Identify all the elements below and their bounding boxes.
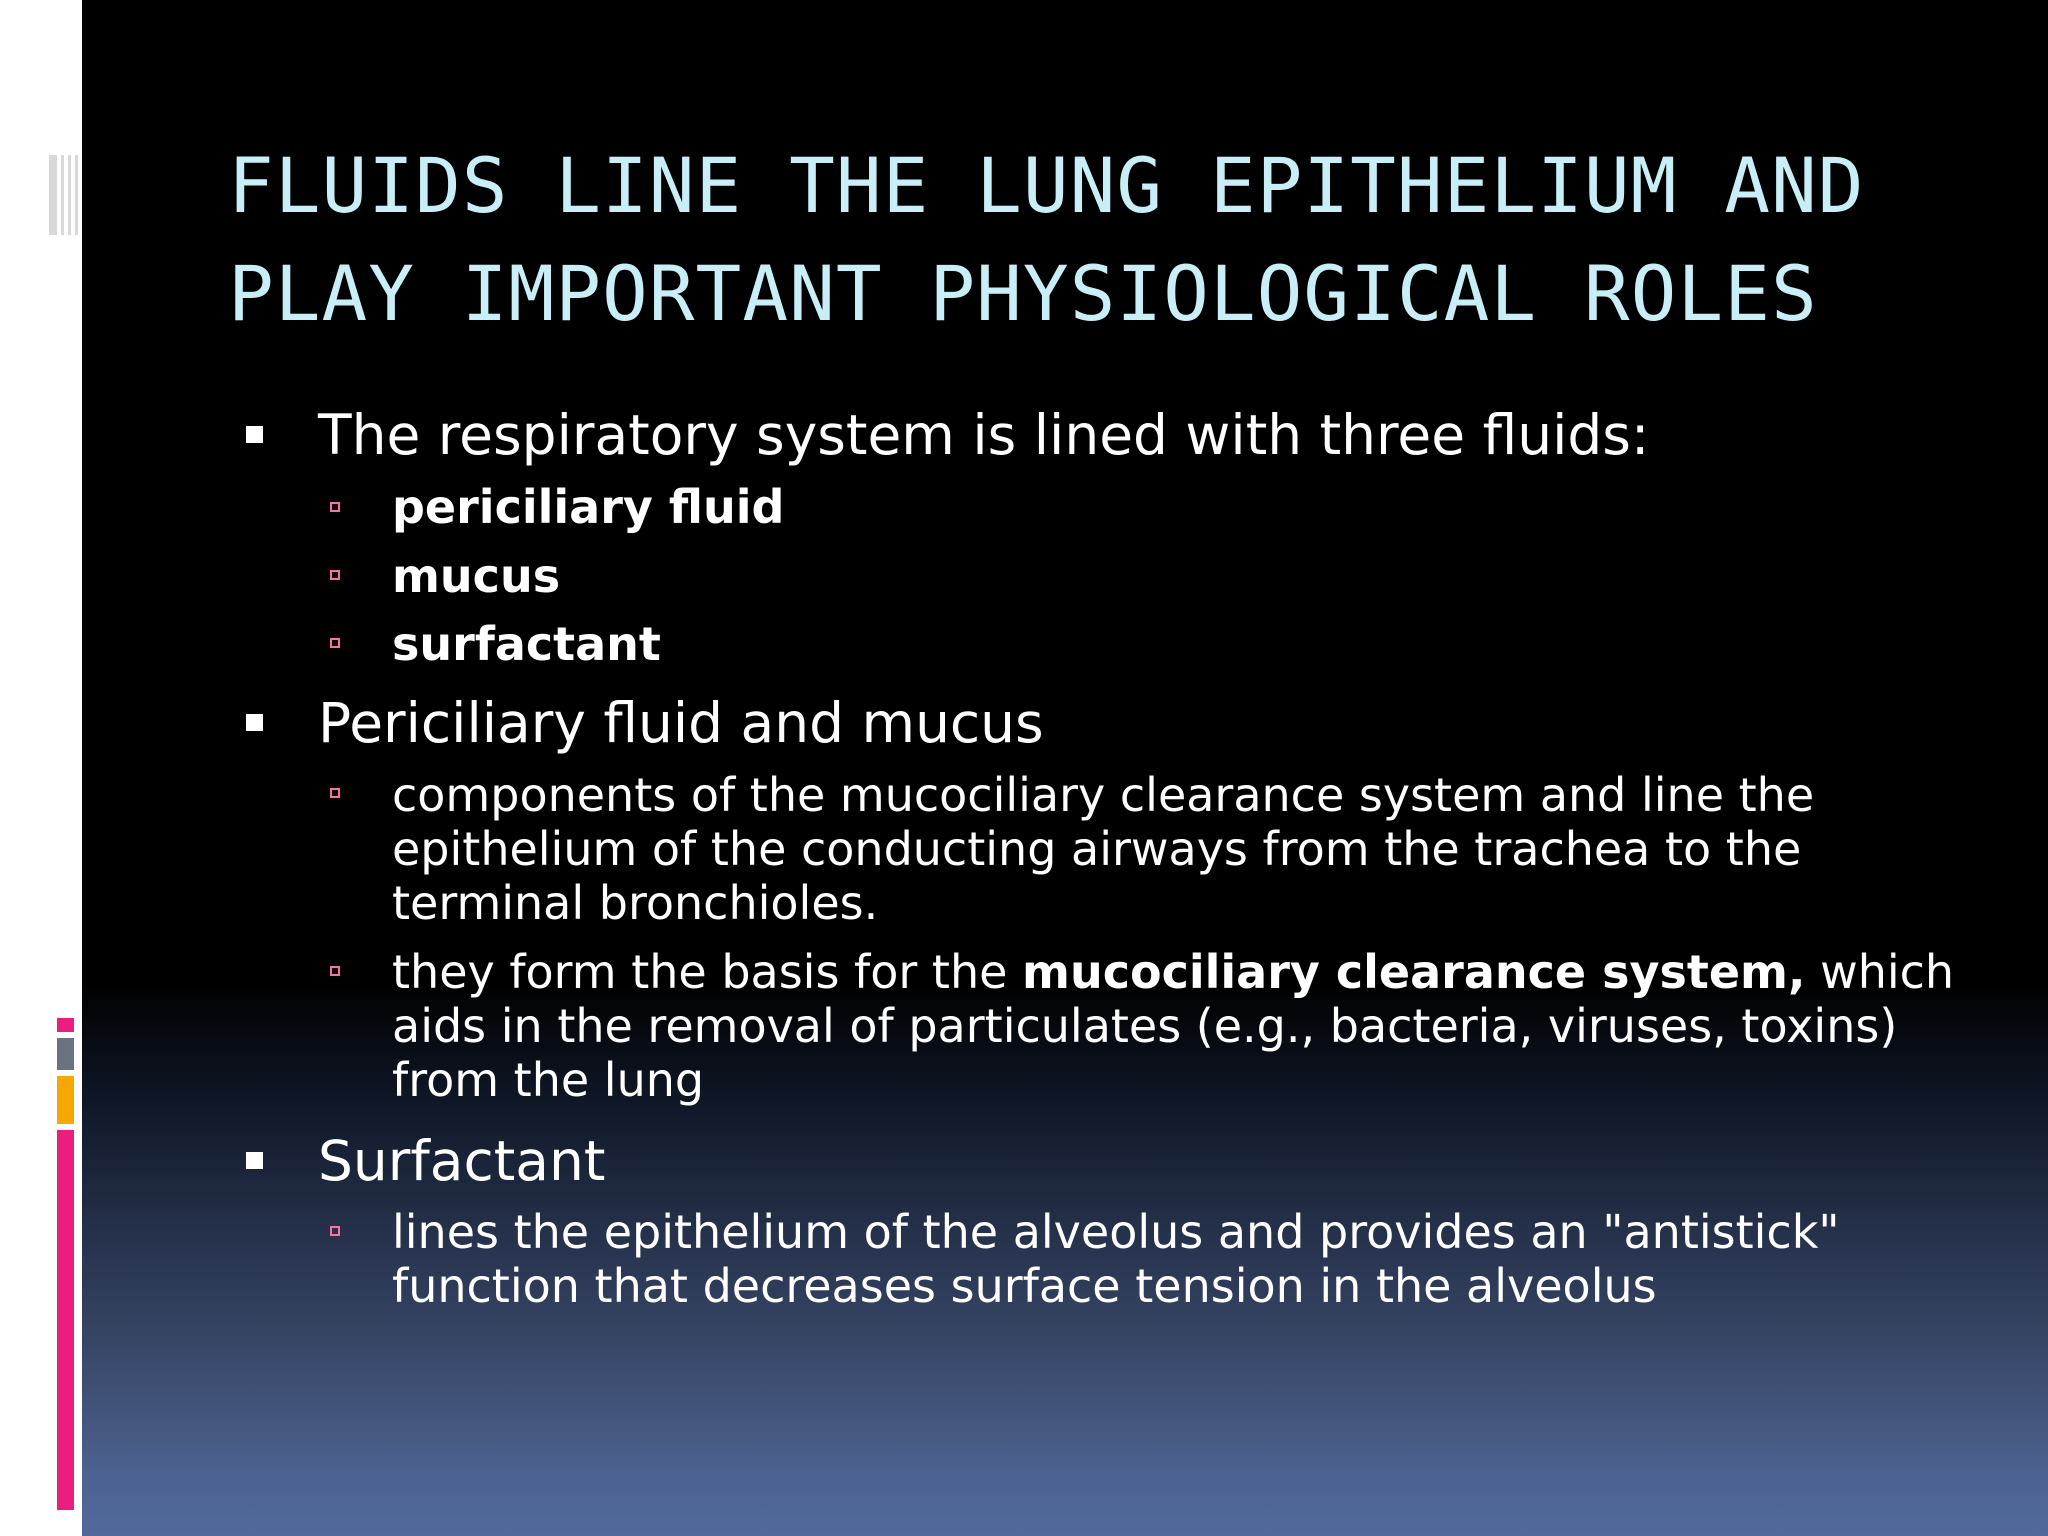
sub-bullet-square-icon — [330, 966, 340, 976]
bullet-text: Periciliary fluid and mucus — [318, 691, 1044, 755]
bullet-text: The respiratory system is lined with three fluids: — [318, 403, 1650, 467]
sub-bullet-line: lines the epithelium of the alveolus and provides an "antistick" — [392, 1205, 1840, 1259]
sub-bullet-text: mucus — [392, 549, 561, 603]
sub-bullet-square-icon — [330, 638, 340, 648]
sub-bullet-text: surfactant — [392, 617, 661, 671]
sub-bullet-line: epithelium of the conducting airways from the trachea to the — [392, 822, 1802, 876]
bullet-square-icon — [246, 1152, 263, 1169]
bullet-square-icon — [246, 714, 263, 731]
sub-bullet-line — [392, 945, 1954, 999]
title-line-2: PLAY IMPORTANT PHYSIOLOGICAL ROLES — [228, 249, 1818, 338]
sub-bullet-text: periciliary fluid — [392, 480, 785, 534]
sub-bullet-square-icon — [330, 1226, 340, 1236]
sub-bullet-emphasis: mucociliary clearance system, — [1022, 945, 1806, 999]
sub-bullet-line: from the lung — [392, 1053, 705, 1107]
sub-bullet-square-icon — [330, 502, 340, 512]
sub-bullet-line: components of the mucociliary clearance system and line the — [392, 768, 1815, 822]
title-line-1: FLUIDS LINE THE LUNG EPITHELIUM AND — [228, 141, 1865, 230]
sub-bullet-prefix: they form the basis for the — [392, 945, 1023, 999]
sub-bullet-square-icon — [330, 788, 340, 798]
sub-bullet-line: function that decreases surface tension in the alveolus — [392, 1259, 1657, 1313]
bullet-text: Surfactant — [318, 1129, 606, 1193]
bullet-square-icon — [246, 426, 263, 443]
sub-bullet-square-icon — [330, 570, 340, 580]
sub-bullet-line: terminal bronchioles. — [392, 876, 879, 930]
sub-bullet-line: aids in the removal of particulates (e.g., bacteria, viruses, toxins) — [392, 999, 1898, 1053]
sub-bullet-suffix: which — [1805, 945, 1955, 999]
